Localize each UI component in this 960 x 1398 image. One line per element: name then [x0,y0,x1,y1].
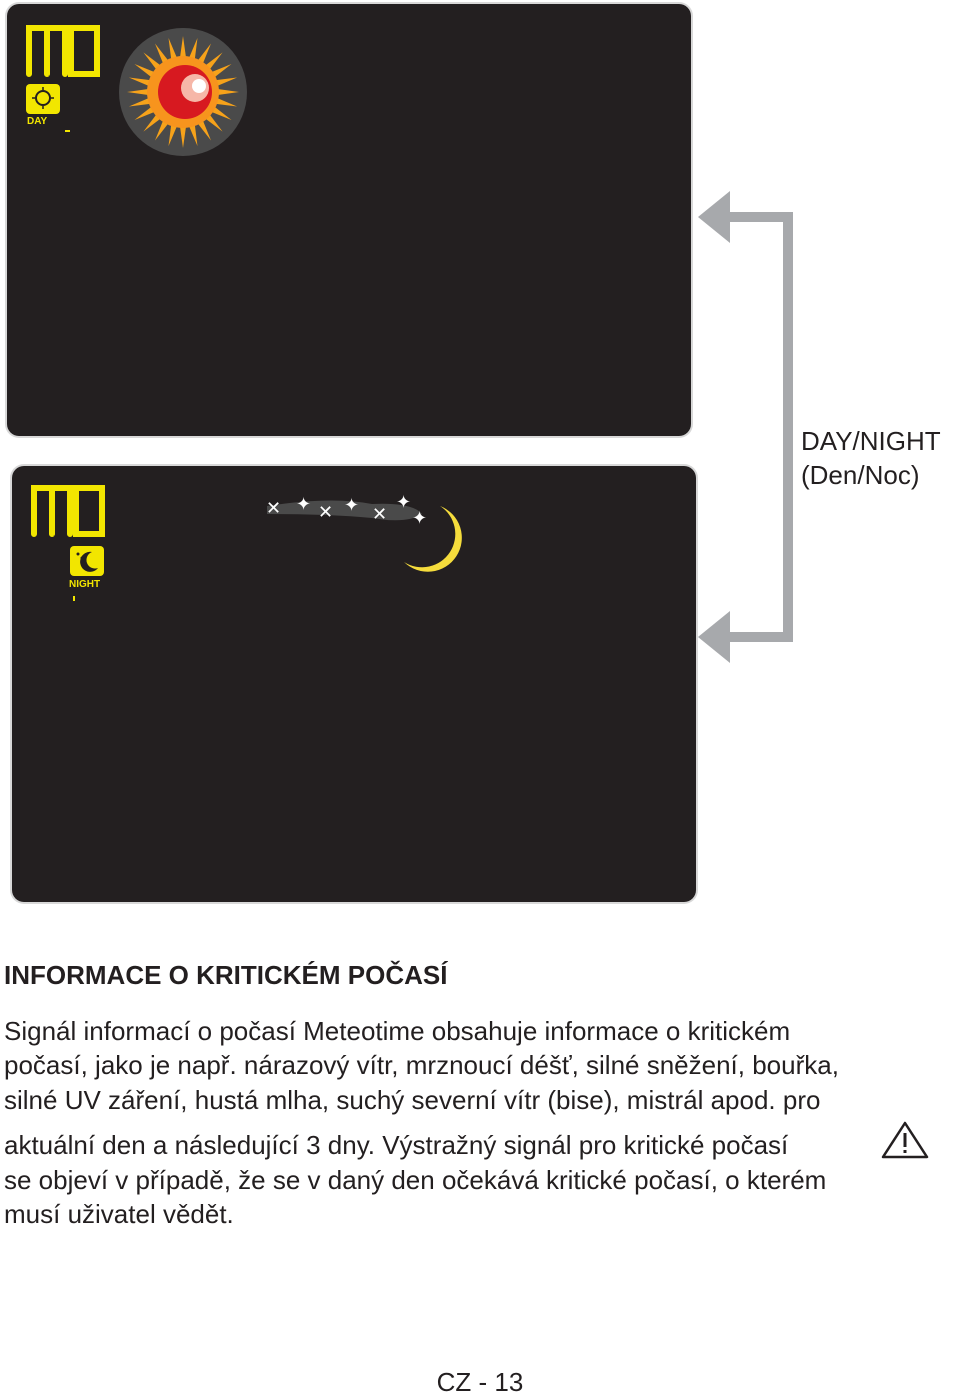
day-night-label: DAY/NIGHT [801,426,941,456]
night-abbrev-segments [34,488,102,534]
svg-text:✕: ✕ [318,502,334,523]
day-night-label-translation: (Den/Noc) [801,460,920,490]
page-number: CZ - 13 [436,1367,524,1397]
svg-text:✦: ✦ [412,508,428,529]
night-mode-icon [70,546,104,576]
svg-text:✦: ✦ [344,495,360,516]
lcd-display-night [12,466,696,902]
day-mode-label: DAY [27,116,48,127]
svg-text:✕: ✕ [266,498,282,519]
body-text-line: silné UV záření, hustá mlha, suchý severní vítr (bise), mistrál apod. pro [4,1085,821,1115]
night-abbrev-text: MO [53,536,55,537]
day-display-graphics [7,4,691,436]
moon-stars-icon [266,492,462,572]
sun-icon [119,28,247,156]
night-display-graphics [12,466,696,902]
svg-text:✦: ✦ [396,492,412,513]
night-mode-label: NIGHT [69,579,101,590]
section-title: INFORMACE O KRITICKÉM POČASÍ [4,960,448,990]
lcd-display-day [7,4,691,436]
day-abbrev-text: MO [48,76,50,77]
day-night-toggle-arrows [690,185,800,665]
body-text-line: Signál informací o počasí Meteotime obsahuje informace o kritickém [4,1016,791,1046]
day-abbrev-segments [29,28,97,74]
svg-text:✦: ✦ [296,494,312,515]
body-text-line: se objeví v případě, že se v daný den očekává kritické počasí, o kterém [4,1165,827,1195]
body-text-line: musí uživatel vědět. [4,1199,234,1229]
day-mode-icon [26,84,60,114]
svg-text:✕: ✕ [372,504,388,525]
body-text-line: aktuální den a následující 3 dny. Výstražný signál pro kritické počasí [4,1130,789,1160]
warning-triangle-icon [880,1120,930,1160]
body-text-line: počasí, jako je např. nárazový vítr, mrznoucí déšť, silné sněžení, bouřka, [4,1050,839,1080]
